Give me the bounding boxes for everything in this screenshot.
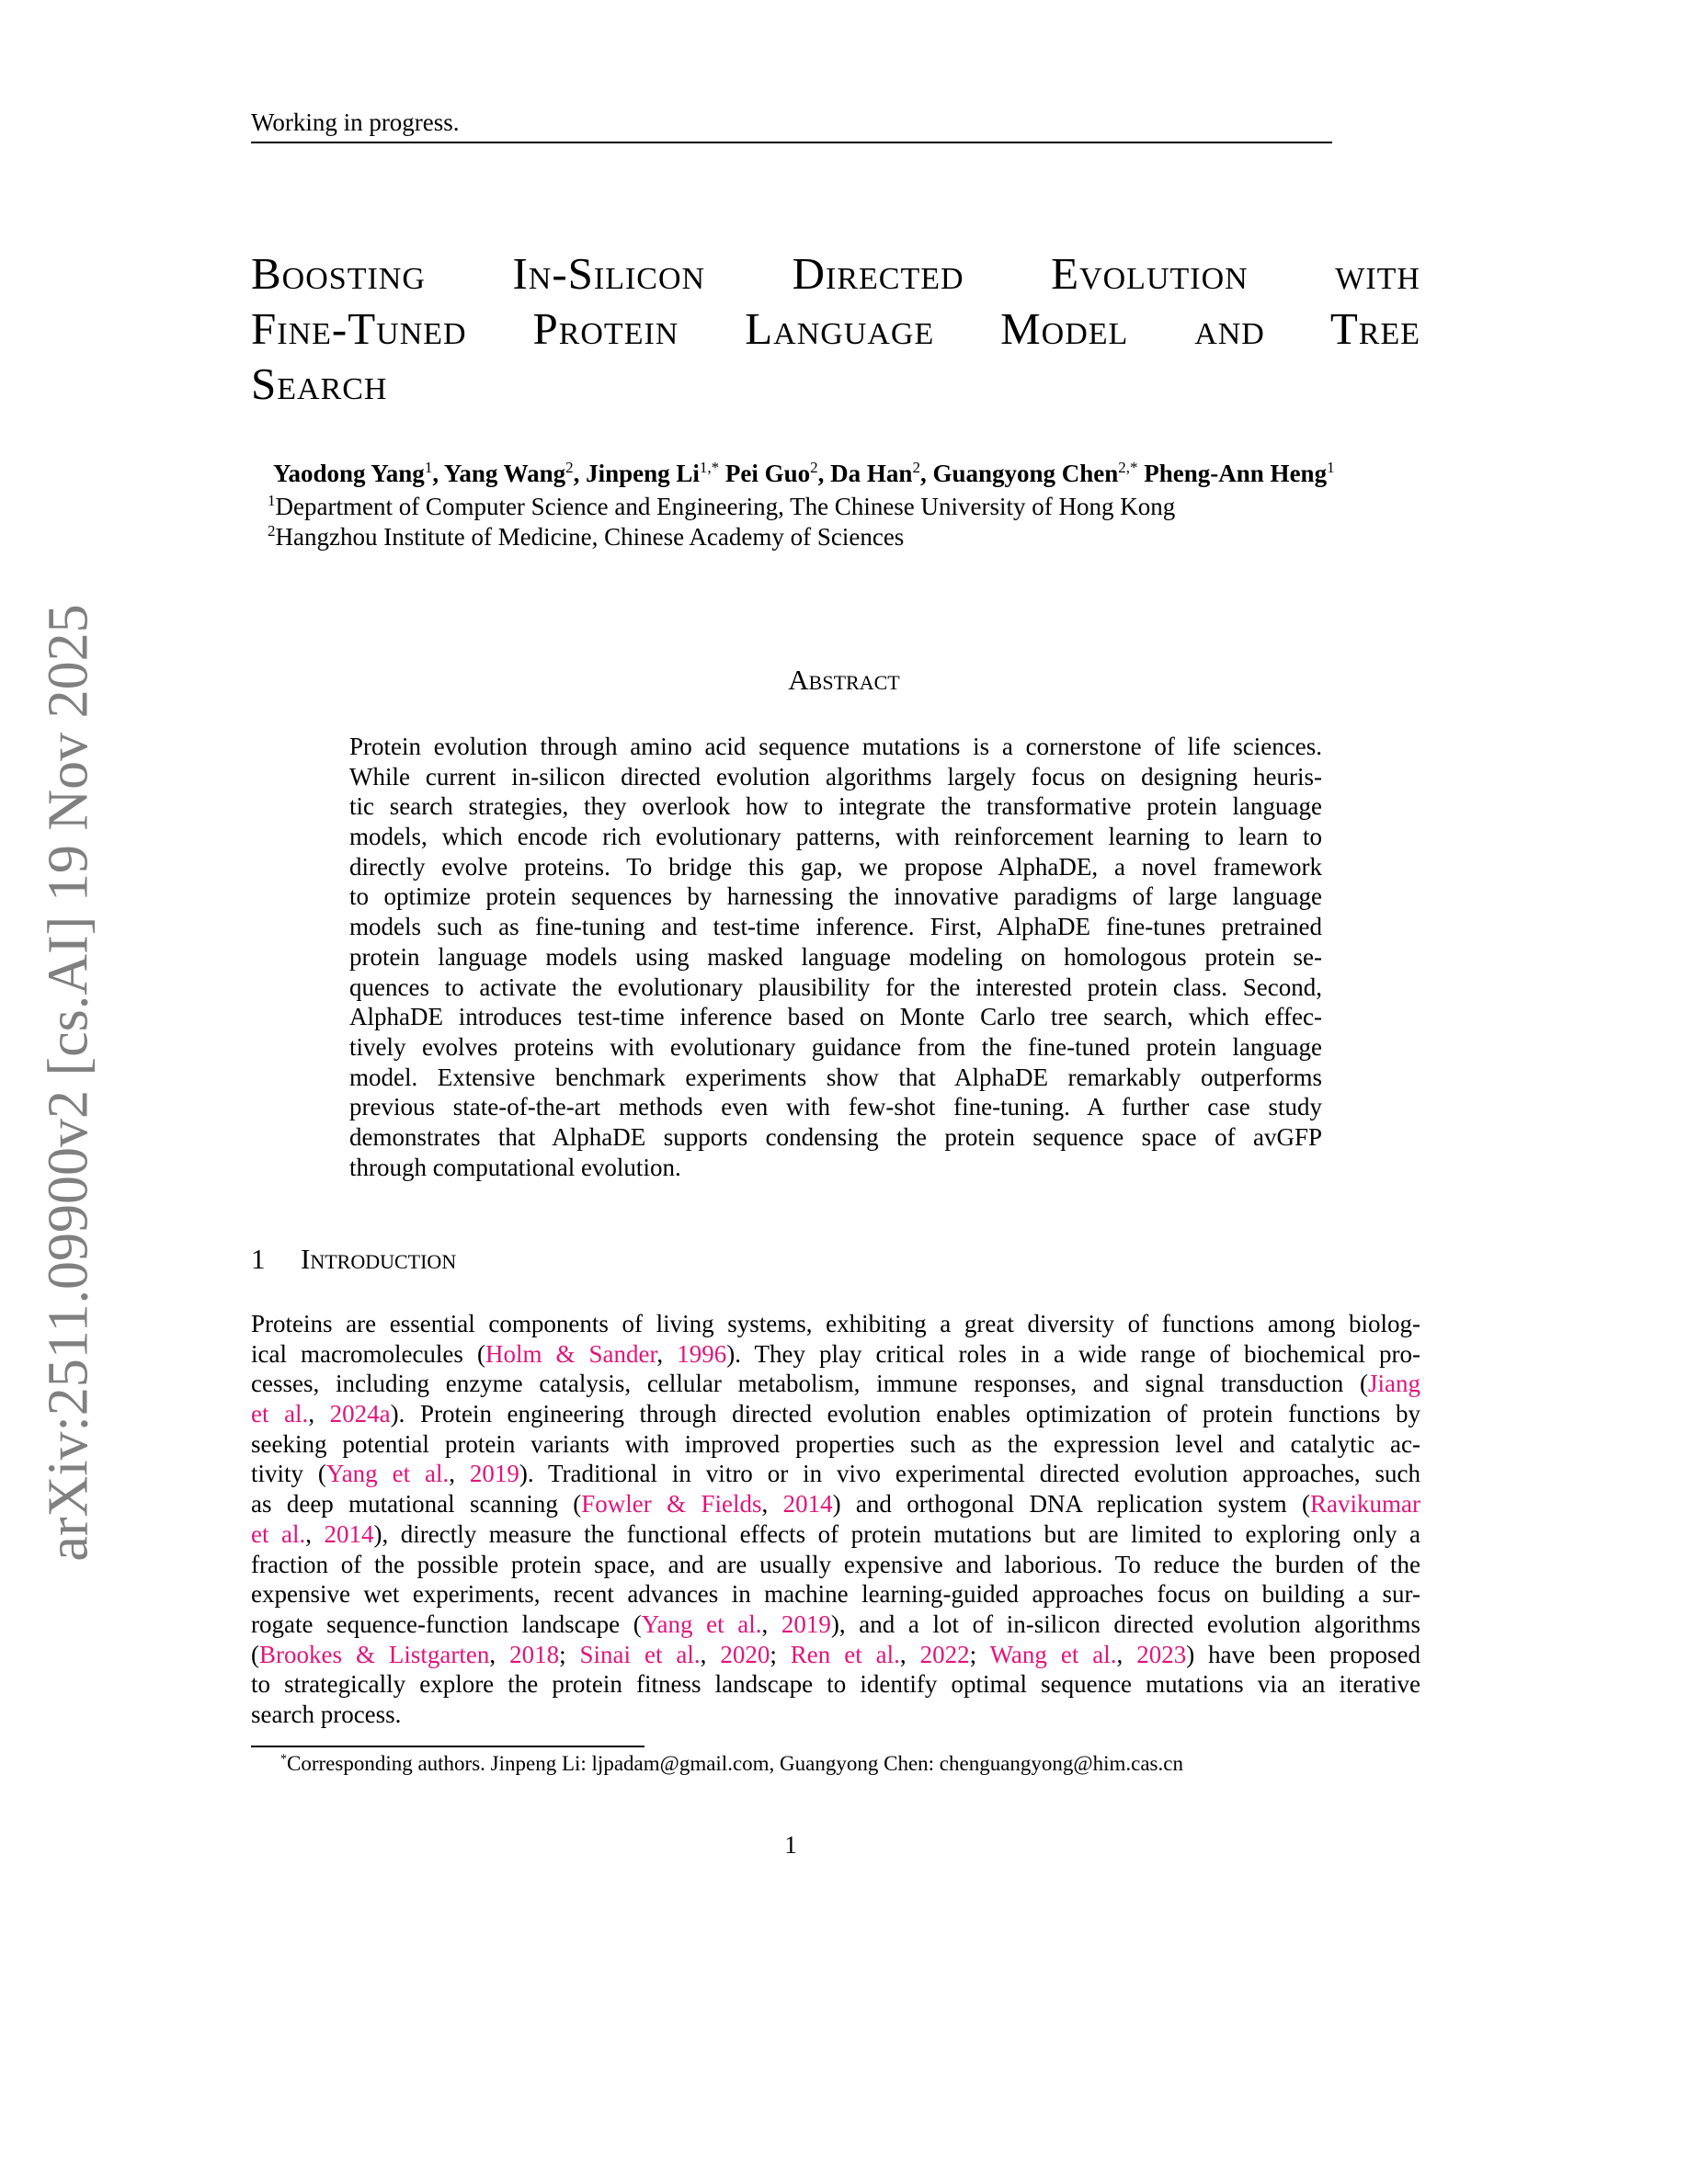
author-affiliation-marker: 2 [912, 459, 920, 476]
abstract-line: quences to activate the evolutionary plausibility for the interested protein class. Second, [349, 973, 1322, 1001]
citation-link[interactable]: Fowler & Fields [581, 1490, 762, 1519]
citation-link[interactable]: 2024a [329, 1400, 391, 1428]
affiliation-marker: 1 [268, 492, 276, 509]
text-run: as deep mutational scanning ( [251, 1490, 582, 1519]
abstract-line: models, which encode rich evolutionary patterns, with reinforcement learning to learn to [349, 823, 1322, 851]
paragraph-line [251, 1669, 1420, 1700]
author-affiliation-marker: 1 [424, 459, 433, 476]
abstract-line: model. Extensive benchmark experiments show that AlphaDE remarkably outperforms [349, 1063, 1322, 1091]
footnote [280, 1752, 1183, 1776]
paragraph-line [251, 1489, 1420, 1519]
page-number: 1 [784, 1831, 797, 1859]
text-run: , [308, 1400, 330, 1428]
citation-link[interactable]: 2023 [1136, 1640, 1187, 1668]
text-run: ( [251, 1640, 259, 1668]
paper-title [251, 246, 1420, 412]
author-affiliation-marker: 2 [565, 459, 574, 476]
text-run: ), and a lot of in-silicon directed evolution algorithms [830, 1610, 1420, 1638]
abstract-line: through computational evolution. [349, 1153, 681, 1181]
paragraph-line [251, 1550, 1420, 1580]
citation-link[interactable]: Brookes & Listgarten [259, 1640, 490, 1668]
text-run: ) and orthogonal DNA replication system ( [832, 1490, 1311, 1519]
text-run: ). Protein engineering through directed evolution enables optimization of protein functions by [390, 1400, 1421, 1428]
text-run: ; [969, 1640, 990, 1668]
text-run: , [761, 1610, 781, 1638]
footnote-marker: * [280, 1752, 287, 1767]
affiliation-1 [268, 493, 1175, 521]
author-name: Yang Wang [443, 460, 566, 487]
citation-link[interactable]: 2020 [720, 1640, 770, 1668]
author-name: Jinpeng Li [586, 460, 700, 487]
text-run: ; [559, 1640, 580, 1668]
citation-link[interactable]: et al. [251, 1519, 306, 1548]
citation-link[interactable]: et al. [251, 1400, 309, 1428]
text-run: to strategically explore the protein fitness landscape to identify optimal sequence mutations via an iterative [251, 1670, 1420, 1699]
text-run: seeking potential protein variants with improved properties such as the expression level and catalytic ac- [251, 1429, 1420, 1458]
abstract-line: tic search strategies, they overlook how to integrate the transformative protein language [349, 792, 1322, 821]
text-run: ). They play critical roles in a wide range of biochemical pro- [726, 1339, 1421, 1368]
abstract-line: tively evolves proteins with evolutionary guidance from the fine-tuned protein language [349, 1032, 1322, 1061]
text-run: , [899, 1640, 920, 1668]
citation-link[interactable]: Sinai et al. [579, 1640, 701, 1668]
arxiv-identifier-stamp: arXiv:2511.09900v2 [cs.AI] 19 Nov 2025 [37, 604, 100, 1562]
section-number: 1 [251, 1243, 266, 1275]
text-run: , [449, 1460, 470, 1488]
author-affiliation-marker: 2 [810, 459, 818, 476]
running-head: Working in progress. [251, 108, 460, 136]
abstract-line: protein language models using masked language modeling on homologous protein se- [349, 942, 1322, 971]
title-line: Search [251, 358, 388, 409]
author-affiliation-marker: 1,* [699, 459, 720, 476]
citation-link[interactable]: 2019 [469, 1460, 519, 1488]
abstract-line: directly evolve proteins. To bridge this gap, we propose AlphaDE, a novel framework [349, 852, 1322, 881]
citation-link[interactable]: Ravikumar [1310, 1490, 1420, 1519]
text-run: Proteins are essential components of living systems, exhibiting a great diversity of functions among biolog- [251, 1310, 1420, 1337]
citation-link[interactable]: Wang et al. [989, 1640, 1117, 1668]
paragraph-line [251, 1309, 1420, 1339]
author-name: Pheng-Ann Heng [1144, 460, 1328, 487]
text-run: cesses, including enzyme catalysis, cellular metabolism, immune responses, and signal transduction ( [251, 1370, 1368, 1398]
citation-link[interactable]: 2019 [781, 1610, 831, 1638]
paragraph-line [251, 1610, 1420, 1640]
text-run: , [1116, 1640, 1137, 1668]
citation-link[interactable]: Yang et al. [641, 1610, 762, 1638]
paragraph-line [251, 1429, 1420, 1460]
author-affiliation-marker: 1 [1327, 459, 1335, 476]
citation-link[interactable]: 2018 [509, 1640, 560, 1668]
paragraph-line [251, 1339, 1420, 1370]
text-run: tivity ( [251, 1460, 326, 1488]
text-run: ical macromolecules ( [251, 1339, 485, 1368]
affiliation-2 [268, 523, 904, 552]
abstract-line: demonstrates that AlphaDE supports condensing the protein sequence space of avGFP [349, 1122, 1322, 1151]
text-run: rogate sequence-function landscape ( [251, 1610, 642, 1638]
citation-link[interactable]: Ren et al. [790, 1640, 900, 1668]
text-run: expensive wet experiments, recent advances in machine learning-guided approaches focus on building a sur- [251, 1580, 1420, 1609]
text-run: , [305, 1519, 325, 1548]
paragraph-line [251, 1459, 1420, 1489]
paragraph-line [251, 1519, 1420, 1550]
footnote-rule [251, 1746, 644, 1747]
text-run: , [656, 1339, 678, 1368]
text-run: ) have been proposed [1186, 1640, 1420, 1668]
abstract-line: Protein evolution through amino acid sequence mutations is a cornerstone of life sciences. [349, 733, 1322, 760]
header-rule [251, 142, 1332, 143]
paragraph-line [251, 1700, 1420, 1730]
author-name: Guangyong Chen [932, 460, 1119, 487]
author-name: Pei Guo [724, 460, 811, 487]
text-run: , [489, 1640, 510, 1668]
text-run: , [700, 1640, 721, 1668]
text-run: , [761, 1490, 783, 1519]
paragraph-line [251, 1399, 1420, 1429]
abstract-line: While current in-silicon directed evolution algorithms largely focus on designing heuris- [349, 762, 1322, 791]
author-name: Yaodong Yang [273, 460, 425, 487]
text-run: search process. [251, 1700, 402, 1728]
abstract-line: to optimize protein sequences by harnessing the innovative paradigms of large language [349, 882, 1322, 911]
abstract-line: AlphaDE introduces test-time inference based on Monte Carlo tree search, which effec- [349, 1003, 1322, 1031]
introduction-body [251, 1309, 1420, 1730]
section-title: Introduction [301, 1243, 457, 1275]
text-run: fraction of the possible protein space, and are usually expensive and laborious. To reduce the burden of the [251, 1550, 1420, 1578]
citation-link[interactable]: Holm & Sander [485, 1339, 657, 1368]
paragraph-line [251, 1640, 1420, 1670]
abstract-line: models such as fine-tuning and test-time inference. First, AlphaDE fine-tunes pretrained [349, 913, 1322, 941]
citation-link[interactable]: 2014 [324, 1519, 374, 1548]
title-line: Boosting In-Silicon Directed Evolution with [251, 248, 1420, 299]
text-run: ). Traditional in vitro or in vivo experimental directed evolution approaches, such [519, 1460, 1421, 1488]
citation-link[interactable]: 2022 [919, 1640, 970, 1668]
author-affiliation-marker: 2,* [1118, 459, 1138, 476]
paragraph-line [251, 1579, 1420, 1610]
title-line: Fine-Tuned Protein Language Model and Tree [251, 303, 1420, 354]
author-name: Da Han [830, 460, 913, 487]
affiliation-text: Department of Computer Science and Engineering, The Chinese University of Hong Kong [275, 493, 1176, 520]
citation-link[interactable]: Jiang [1368, 1370, 1420, 1398]
affiliation-marker: 2 [268, 522, 276, 540]
author-list: Yaodong Yang$^1$, Yang Wang$^2$, Jinpeng $Li^{1,*}$ Pei Guo$^2$, Da Han$^2$, Guangyong Chen$^{2,*}$ Pheng-Ann Heng$^1$ [273, 459, 1335, 487]
paragraph-line [251, 1369, 1420, 1399]
text-run: ), directly measure the functional effects of protein mutations but are limited to exploring only a [373, 1519, 1420, 1548]
citation-link[interactable]: Yang et al. [325, 1460, 450, 1488]
citation-link[interactable]: 2014 [782, 1490, 833, 1519]
affiliation-text: Hangzhou Institute of Medicine, Chinese Academy of Sciences [275, 523, 905, 551]
abstract-line: previous state-of-the-art methods even with few-shot fine-tuning. A further case study [349, 1093, 1322, 1121]
section-heading-introduction [251, 1243, 456, 1276]
abstract-body [349, 732, 1322, 1182]
citation-link[interactable]: 1996 [677, 1339, 727, 1368]
abstract-heading: Abstract [788, 664, 900, 696]
footnote-text: Corresponding authors. Jinpeng Li: ljpadam@gmail.com, Guangyong Chen: chenguangyong@him.cas.cn [287, 1752, 1183, 1775]
text-run: ; [770, 1640, 791, 1668]
